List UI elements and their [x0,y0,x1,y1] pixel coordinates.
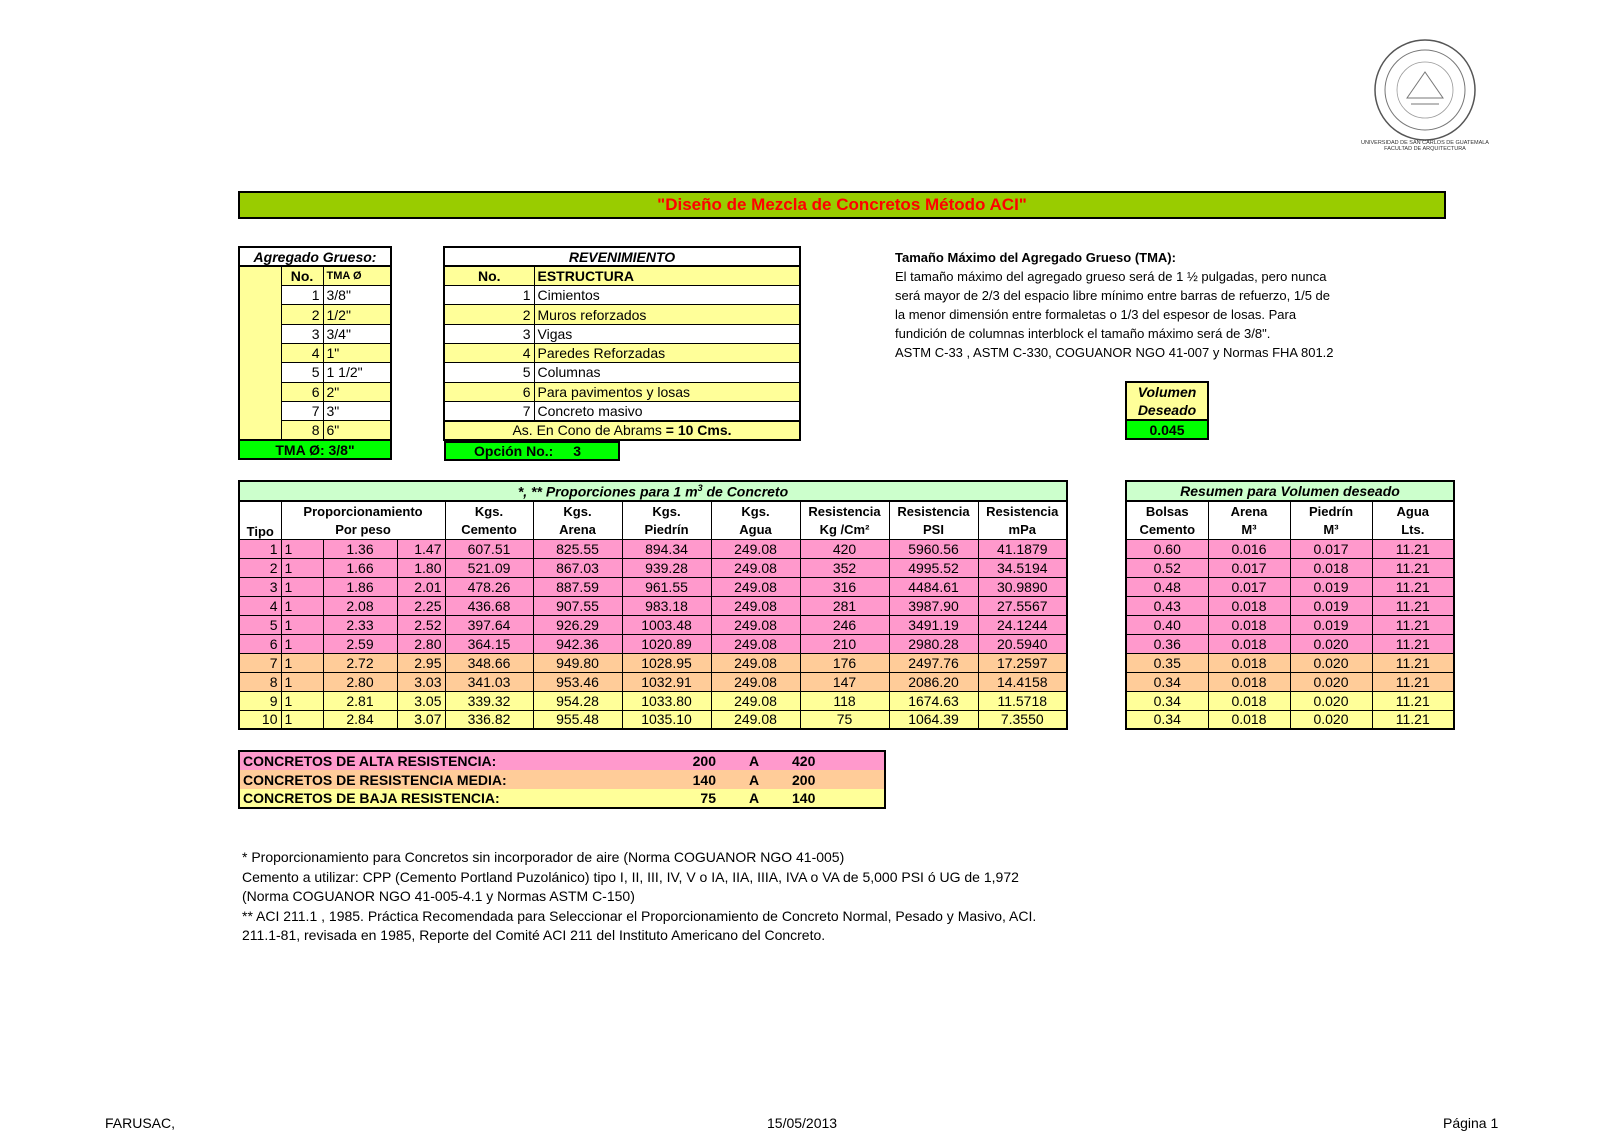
resumen-cell-are: 0.018 [1208,634,1290,653]
proporciones-cell-a: 1 [281,710,323,729]
col-piedrin-sub: Piedrín [622,520,711,539]
range-row [239,751,885,770]
opcion-box [444,441,620,461]
agregado-tma: 1/2" [323,305,391,324]
proporciones-row [239,539,1067,558]
resumen-cell-pie: 0.019 [1290,615,1372,634]
proporciones-cell-tipo: 2 [239,558,281,577]
tma-info-line: fundición de columnas interblock el tamaño máximo será de 3/8". [895,326,1271,341]
proporciones-cell-b: 2.59 [323,634,397,653]
proporciones-cell-agu: 249.08 [711,672,800,691]
note-line: (Norma COGUANOR NGO 41-005-4.1 y Normas ASTM C-150) [242,888,635,904]
tma-info [895,248,1375,362]
proporciones-cell-kg: 176 [800,653,889,672]
proporciones-cell-pie: 983.18 [622,596,711,615]
tma-info-line: El tamaño máximo del agregado grueso será de 1 ½ pulgadas, pero nunca [895,269,1327,284]
range-to: 200 [792,771,816,788]
agregado-side-cell [239,266,281,440]
proporciones-cell-b: 1.66 [323,558,397,577]
proporciones-cell-tipo: 1 [239,539,281,558]
resumen-cell-agu: 11.21 [1372,615,1454,634]
resumen-cell-pie: 0.020 [1290,710,1372,729]
agregado-tma: 2" [323,382,391,401]
proporciones-cell-b: 2.72 [323,653,397,672]
tma-info-line: la menor dimensión entre formaletas o 1/3 del espesor de losas. Para [895,307,1297,322]
resumen-cell-bol: 0.34 [1126,691,1208,710]
agregado-no: 7 [281,401,323,420]
proporciones-cell-agu: 249.08 [711,634,800,653]
opcion-value: 3 [573,442,582,459]
resumen-cell-bol: 0.34 [1126,710,1208,729]
volumen-deseado-box [1125,381,1209,440]
proporciones-cell-cem: 436.68 [445,596,533,615]
resumen-title: Resumen para Volumen deseado [1126,481,1454,501]
resumen-cell-bol: 0.48 [1126,577,1208,596]
col-agua-lts: Agua [1372,501,1454,520]
col-agua-lts-sub: Lts. [1372,520,1454,539]
proporciones-cell-psi: 2086.20 [889,672,978,691]
resumen-cell-agu: 11.21 [1372,577,1454,596]
proporciones-cell-kg: 75 [800,710,889,729]
proporciones-cell-c: 2.80 [397,634,445,653]
proporciones-cell-kg: 147 [800,672,889,691]
proporciones-cell-agu: 249.08 [711,615,800,634]
range-a: A [748,753,760,769]
col-resistencia-kg-sub: Kg /Cm² [800,520,889,539]
tma-selected: TMA Ø: 3/8" [239,440,391,459]
proporciones-cell-mpa: 17.2597 [978,653,1067,672]
col-resistencia-kg: Resistencia [800,501,889,520]
proporciones-cell-mpa: 41.1879 [978,539,1067,558]
note-line: * Proporcionamiento para Concretos sin incorporador de aire (Norma COGUANOR NGO 41-005) [242,849,845,865]
proporciones-cell-pie: 1035.10 [622,710,711,729]
proporciones-cell-c: 3.03 [397,672,445,691]
proporciones-cell-tipo: 10 [239,710,281,729]
proporciones-cell-kg: 420 [800,539,889,558]
revenimiento-col-estructura: ESTRUCTURA [534,266,800,285]
col-piedrin-m3: Piedrín [1290,501,1372,520]
proporciones-cell-psi: 5960.56 [889,539,978,558]
proporciones-row [239,577,1067,596]
proporciones-cell-c: 2.25 [397,596,445,615]
volumen-value: 0.045 [1126,420,1208,439]
rev-no: 6 [444,382,534,401]
rev-estructura: Para pavimentos y losas [534,382,800,401]
agregado-no: 1 [281,286,323,305]
proporciones-cell-agu: 249.08 [711,577,800,596]
proporciones-cell-agu: 249.08 [711,596,800,615]
agregado-grueso-table [238,246,392,460]
footer-date: 15/05/2013 [767,1115,838,1131]
resumen-cell-are: 0.018 [1208,691,1290,710]
range-to: 420 [792,753,816,769]
resumen-row [1126,691,1454,710]
proporciones-row [239,691,1067,710]
proporciones-cell-c: 3.05 [397,691,445,710]
range-a: A [748,790,760,806]
note-line: ** ACI 211.1 , 1985. Práctica Recomendada para Seleccionar el Proporcionamiento de Concreto Normal, Pesado y Masivo, ACI. [242,907,1037,924]
tma-info-line: ASTM C-33 , ASTM C-330, COGUANOR NGO 41-007 y Normas FHA 801.2 [895,345,1334,360]
proporciones-cell-c: 2.01 [397,577,445,596]
proporciones-cell-are: 867.03 [533,558,622,577]
agregado-col-tma: TMA Ø [323,266,391,285]
rev-no: 1 [444,286,534,305]
proporciones-cell-a: 1 [281,672,323,691]
proporciones-cell-mpa: 14.4158 [978,672,1067,691]
proporciones-cell-mpa: 20.5940 [978,634,1067,653]
resumen-cell-bol: 0.34 [1126,672,1208,691]
tma-info-line: será mayor de 2/3 del espacio libre mínimo entre barras de refuerzo, 1/5 de [895,288,1331,303]
seal-caption-line1: UNIVERSIDAD DE SAN CARLOS DE GUATEMALA [1361,140,1489,146]
proporciones-cell-c: 1.80 [397,558,445,577]
proporciones-cell-are: 907.55 [533,596,622,615]
resumen-cell-pie: 0.020 [1290,653,1372,672]
proporciones-cell-are: 825.55 [533,539,622,558]
proporciones-cell-tipo: 5 [239,615,281,634]
col-arena-m3: Arena [1208,501,1290,520]
proporciones-cell-a: 1 [281,691,323,710]
resumen-cell-pie: 0.020 [1290,634,1372,653]
col-resistencia-mpa: Resistencia [978,501,1067,520]
proporciones-cell-psi: 2497.76 [889,653,978,672]
range-label: CONCRETOS DE RESISTENCIA MEDIA: [243,771,507,788]
resumen-row [1126,672,1454,691]
col-proporcionamiento: Proporcionamiento [281,501,445,520]
proporciones-cell-kg: 246 [800,615,889,634]
revenimiento-col-no: No. [444,266,534,285]
resumen-cell-are: 0.017 [1208,577,1290,596]
proporciones-cell-a: 1 [281,577,323,596]
resumen-row [1126,558,1454,577]
proporciones-cell-mpa: 27.5567 [978,596,1067,615]
col-arena-m3-sub: M³ [1208,520,1290,539]
rev-estructura: Paredes Reforzadas [534,343,800,362]
proporciones-row [239,653,1067,672]
proporciones-cell-are: 954.28 [533,691,622,710]
resumen-cell-bol: 0.40 [1126,615,1208,634]
proporciones-row [239,672,1067,691]
ranges-table [238,750,886,809]
proporciones-cell-mpa: 34.5194 [978,558,1067,577]
proporciones-cell-mpa: 30.9890 [978,577,1067,596]
proporciones-cell-cem: 348.66 [445,653,533,672]
range-from: 75 [700,790,716,806]
proporciones-cell-cem: 397.64 [445,615,533,634]
cono-abrams-label: As. En Cono de Abrams [512,422,662,439]
col-bolsas: Bolsas [1126,501,1208,520]
resumen-cell-bol: 0.52 [1126,558,1208,577]
agregado-no: 6 [281,382,323,401]
university-seal [1345,38,1505,156]
resumen-cell-are: 0.018 [1208,710,1290,729]
range-label: CONCRETOS DE BAJA RESISTENCIA: [243,790,500,806]
proporciones-cell-mpa: 24.1244 [978,615,1067,634]
proporciones-cell-a: 1 [281,596,323,615]
rev-estructura: Cimientos [534,286,800,305]
proporciones-cell-cem: 478.26 [445,577,533,596]
col-arena: Kgs. [533,501,622,520]
deseado-label: Deseado [1126,401,1208,420]
proporciones-cell-are: 926.29 [533,615,622,634]
resumen-table [1125,480,1455,730]
col-agua: Kgs. [711,501,800,520]
agregado-header: Agregado Grueso: [239,247,391,266]
proporciones-cell-agu: 249.08 [711,653,800,672]
col-resistencia-psi: Resistencia [889,501,978,520]
proporciones-cell-agu: 249.08 [711,558,800,577]
agregado-tma: 1 1/2" [323,363,391,382]
agregado-tma: 3" [323,401,391,420]
resumen-cell-are: 0.016 [1208,539,1290,558]
proporciones-cell-tipo: 7 [239,653,281,672]
proporciones-cell-psi: 2980.28 [889,634,978,653]
agregado-tma: 3/8" [323,286,391,305]
resumen-cell-bol: 0.60 [1126,539,1208,558]
rev-estructura: Columnas [534,363,800,382]
proporciones-cell-a: 1 [281,539,323,558]
proporciones-cell-cem: 364.15 [445,634,533,653]
proporciones-cell-tipo: 9 [239,691,281,710]
proporciones-cell-kg: 210 [800,634,889,653]
proporciones-cell-pie: 894.34 [622,539,711,558]
proporciones-cell-b: 2.80 [323,672,397,691]
proporciones-cell-mpa: 11.5718 [978,691,1067,710]
proporciones-cell-cem: 521.09 [445,558,533,577]
col-piedrin: Kgs. [622,501,711,520]
resumen-row [1126,596,1454,615]
resumen-cell-pie: 0.018 [1290,558,1372,577]
proporciones-cell-psi: 3987.90 [889,596,978,615]
proporciones-cell-tipo: 4 [239,596,281,615]
proporciones-cell-a: 1 [281,634,323,653]
resumen-cell-agu: 11.21 [1372,710,1454,729]
resumen-cell-agu: 11.21 [1372,653,1454,672]
proporciones-cell-b: 2.08 [323,596,397,615]
proporciones-cell-c: 2.52 [397,615,445,634]
proporciones-title [239,481,1067,501]
resumen-cell-agu: 11.21 [1372,539,1454,558]
proporciones-row [239,634,1067,653]
rev-no: 4 [444,343,534,362]
col-cemento: Kgs. [445,501,533,520]
resumen-cell-agu: 11.21 [1372,672,1454,691]
proporciones-cell-kg: 281 [800,596,889,615]
resumen-row [1126,615,1454,634]
seal-caption [1340,140,1510,152]
rev-estructura: Muros reforzados [534,305,800,324]
resumen-cell-agu: 11.21 [1372,691,1454,710]
proporciones-cell-c: 1.47 [397,539,445,558]
proporciones-cell-b: 1.86 [323,577,397,596]
col-agua-sub: Agua [711,520,800,539]
proporciones-cell-tipo: 8 [239,672,281,691]
rev-no: 5 [444,363,534,382]
cono-abrams-row [444,421,800,440]
proporciones-cell-pie: 961.55 [622,577,711,596]
proporciones-cell-tipo: 6 [239,634,281,653]
proporciones-cell-are: 953.46 [533,672,622,691]
resumen-cell-pie: 0.019 [1290,596,1372,615]
revenimiento-table [443,246,801,461]
proporciones-row [239,615,1067,634]
proporciones-title-sup: 3 [697,482,703,493]
proporciones-row [239,596,1067,615]
proporciones-title-prefix: *, ** Proporciones para 1 m [517,483,698,500]
resumen-cell-pie: 0.020 [1290,672,1372,691]
proporciones-cell-pie: 1028.95 [622,653,711,672]
resumen-row [1126,653,1454,672]
rev-estructura: Vigas [534,324,800,343]
agregado-tma: 6" [323,421,391,440]
proporciones-table [238,480,1068,730]
range-row [239,789,885,808]
proporciones-cell-a: 1 [281,653,323,672]
resumen-cell-pie: 0.017 [1290,539,1372,558]
proporciones-cell-psi: 1674.63 [889,691,978,710]
resumen-row [1126,634,1454,653]
range-from: 200 [692,753,716,769]
proporciones-cell-are: 887.59 [533,577,622,596]
proporciones-cell-kg: 352 [800,558,889,577]
proporciones-cell-agu: 249.08 [711,710,800,729]
proporciones-cell-mpa: 7.3550 [978,710,1067,729]
proporciones-cell-are: 955.48 [533,710,622,729]
proporciones-cell-psi: 4995.52 [889,558,978,577]
resumen-cell-pie: 0.020 [1290,691,1372,710]
proporciones-cell-agu: 249.08 [711,691,800,710]
agregado-col-no: No. [281,266,323,285]
rev-no: 2 [444,305,534,324]
resumen-cell-agu: 11.21 [1372,634,1454,653]
resumen-cell-bol: 0.36 [1126,634,1208,653]
range-a: A [748,771,760,788]
proporciones-cell-pie: 1020.89 [622,634,711,653]
resumen-cell-are: 0.018 [1208,672,1290,691]
page-title: "Diseño de Mezcla de Concretos Método ACI" [238,191,1446,219]
proporciones-cell-kg: 118 [800,691,889,710]
resumen-cell-bol: 0.35 [1126,653,1208,672]
resumen-row [1126,710,1454,729]
proporciones-cell-pie: 1003.48 [622,615,711,634]
col-tipo: Tipo [239,501,281,539]
resumen-row [1126,577,1454,596]
proporciones-cell-kg: 316 [800,577,889,596]
col-bolsas-sub: Cemento [1126,520,1208,539]
proporciones-cell-agu: 249.08 [711,539,800,558]
seal-caption-line2: FACULTAD DE ARQUITECTURA [1384,146,1466,152]
rev-no: 3 [444,324,534,343]
proporciones-cell-c: 2.95 [397,653,445,672]
opcion-row [444,440,800,461]
proporciones-cell-a: 1 [281,558,323,577]
proporciones-cell-pie: 1032.91 [622,672,711,691]
resumen-cell-are: 0.017 [1208,558,1290,577]
col-proporcionamiento-sub: Por peso [281,520,445,539]
proporciones-cell-psi: 4484.61 [889,577,978,596]
col-resistencia-mpa-sub: mPa [978,520,1067,539]
proporciones-title-suffix: de Concreto [702,483,789,500]
footer-page: Página 1 [1443,1115,1499,1131]
range-row [239,770,885,789]
proporciones-row [239,710,1067,729]
revenimiento-header: REVENIMIENTO [444,247,800,266]
note-line: Cemento a utilizar: CPP (Cemento Portland Puzolánico) tipo I, II, III, IV, V o IA, IIA, IIIA, IVA o VA de 5,000 PSI ó UG de 1,972 [242,868,1019,885]
col-resistencia-psi-sub: PSI [889,520,978,539]
agregado-tma: 1" [323,343,391,362]
resumen-row [1126,539,1454,558]
proporciones-cell-cem: 607.51 [445,539,533,558]
proporciones-cell-b: 2.81 [323,691,397,710]
agregado-tma: 3/4" [323,324,391,343]
col-piedrin-m3-sub: M³ [1290,520,1372,539]
range-label: CONCRETOS DE ALTA RESISTENCIA: [243,753,497,769]
notes [242,848,1036,946]
opcion-label: Opción No.: [474,442,554,459]
proporciones-cell-a: 1 [281,615,323,634]
footer-left: FARUSAC, [105,1115,176,1131]
range-to: 140 [792,790,816,806]
proporciones-cell-b: 2.84 [323,710,397,729]
rev-estructura: Concreto masivo [534,401,800,420]
resumen-cell-pie: 0.019 [1290,577,1372,596]
volumen-label: Volumen [1126,382,1208,401]
proporciones-cell-cem: 336.82 [445,710,533,729]
resumen-cell-agu: 11.21 [1372,558,1454,577]
proporciones-cell-tipo: 3 [239,577,281,596]
resumen-cell-bol: 0.43 [1126,596,1208,615]
col-cemento-sub: Cemento [445,520,533,539]
proporciones-cell-pie: 1033.80 [622,691,711,710]
proporciones-cell-psi: 3491.19 [889,615,978,634]
proporciones-cell-pie: 939.28 [622,558,711,577]
resumen-cell-are: 0.018 [1208,596,1290,615]
proporciones-cell-are: 942.36 [533,634,622,653]
proporciones-cell-b: 2.33 [323,615,397,634]
agregado-no: 2 [281,305,323,324]
resumen-cell-are: 0.018 [1208,615,1290,634]
note-line: 211.1-81, revisada en 1985, Reporte del Comité ACI 211 del Instituto Americano del Concreto. [242,927,826,943]
col-arena-sub: Arena [533,520,622,539]
cono-abrams-value: = 10 Cms. [665,422,732,439]
proporciones-cell-psi: 1064.39 [889,710,978,729]
agregado-no: 5 [281,363,323,382]
proporciones-row [239,558,1067,577]
proporciones-cell-cem: 339.32 [445,691,533,710]
proporciones-cell-cem: 341.03 [445,672,533,691]
range-from: 140 [692,771,716,788]
rev-no: 7 [444,401,534,420]
proporciones-cell-b: 1.36 [323,539,397,558]
resumen-cell-are: 0.018 [1208,653,1290,672]
resumen-cell-agu: 11.21 [1372,596,1454,615]
tma-info-heading: Tamaño Máximo del Agregado Grueso (TMA): [895,250,1176,265]
agregado-no: 4 [281,343,323,362]
agregado-no: 3 [281,324,323,343]
proporciones-cell-are: 949.80 [533,653,622,672]
proporciones-cell-c: 3.07 [397,710,445,729]
agregado-no: 8 [281,421,323,440]
